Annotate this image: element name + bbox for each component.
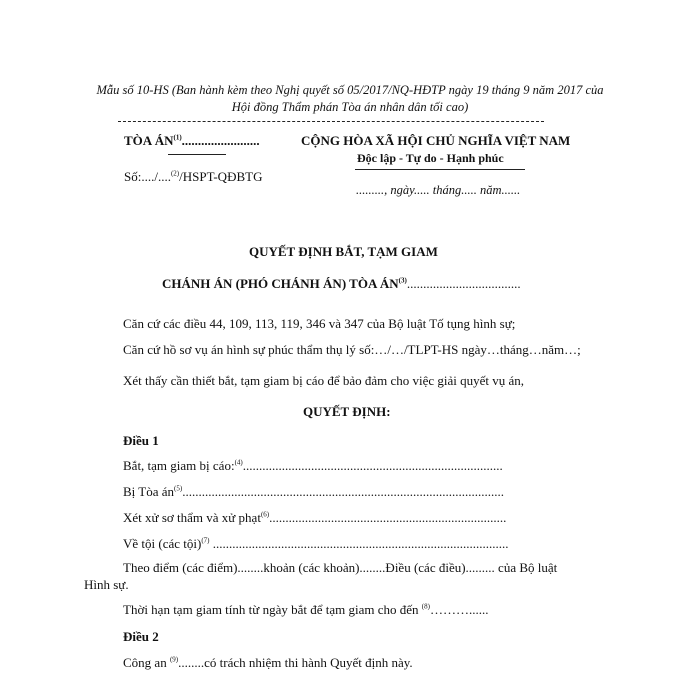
arrest-text: Bắt, tạm giam bị cáo: [123,458,235,473]
legal-basis-2: Căn cứ hồ sơ vụ án hình sự phúc thẩm thụ lý số:…/…/TLPT-HS ngày…tháng…năm…; [123,342,581,357]
term-dots: ………...... [429,602,489,617]
trial-footnote-marker: (6) [260,510,270,519]
country-name: CỘNG HÒA XÃ HỘI CHỦ NGHĨA VIỆT NAM [301,133,571,148]
crime-footnote-marker: (7) [201,536,210,545]
court-header [124,133,260,149]
arrest-dots: ................................................................................ [242,458,503,473]
article-1-heading: Điều 1 [123,433,159,448]
court-label: TÒA ÁN [124,133,174,148]
number-footnote-marker: (2) [170,169,180,178]
law-line-1: Theo điểm (các điểm)........khoản (các khoản)........Điều (các điều)......... của Bộ luật [123,560,558,575]
decision-heading: QUYẾT ĐỊNH: [303,404,391,419]
crime-text: Về tội (các tội) [123,536,202,551]
legal-basis-1: Căn cứ các điều 44, 109, 113, 119, 346 và 347 của Bộ luật Tố tụng hình sự; [123,316,516,331]
court-line-footnote-marker: (5) [174,484,183,493]
dashed-divider [118,121,544,122]
motto-underline [355,169,525,170]
crime-dots: ........................................................................................... [209,536,509,551]
article-2-heading: Điều 2 [123,629,159,644]
consideration: Xét thấy cần thiết bắt, tạm giam bị cáo để bảo đảm cho việc giải quyết vụ án, [123,373,525,388]
national-motto: Độc lập - Tự do - Hạnh phúc [357,151,504,165]
date-line: ........., ngày..... tháng..... năm...... [356,183,521,197]
term-footnote-marker: (8) [421,602,430,611]
document-number [124,169,262,185]
arrest-line [123,458,503,474]
police-line [123,655,413,671]
issuer-footnote-marker: (3) [398,276,407,285]
crime-line [123,536,509,552]
trial-dots: ......................................................................... [269,510,507,525]
issuer-text: CHÁNH ÁN (PHÓ CHÁNH ÁN) TÒA ÁN [162,276,399,291]
police-footnote-marker: (9) [169,655,179,664]
issuer-dots: ................................... [406,276,521,291]
trial-line [123,510,506,526]
police-rest: ........có trách nhiệm thi hành Quyết định này. [178,655,413,670]
police-text: Công an [123,655,167,670]
trial-text: Xét xử sơ thẩm và xử phạt [123,510,261,525]
document-title: QUYẾT ĐỊNH BẮT, TẠM GIAM [249,244,438,259]
law-line-2: Hình sự. [84,577,129,592]
court-footnote-marker: (1) [173,133,182,142]
court-dots: ........................ [181,133,260,148]
detention-term-line [123,602,488,618]
court-line-text: Bị Tòa án [123,484,175,499]
court-underline [168,154,226,155]
number-suffix: /HSPT-QĐBTG [179,169,263,184]
form-note-line1: Mẫu số 10-HS (Ban hành kèm theo Nghị quyết số 05/2017/NQ-HĐTP ngày 19 tháng 9 năm 2017 của [96,83,604,97]
arrest-footnote-marker: (4) [234,458,243,467]
issuer-line [162,276,521,292]
term-text: Thời hạn tạm giam tính từ ngày bắt để tạm giam cho đến [123,602,419,617]
number-prefix: Số:..../.... [124,169,171,184]
court-line [123,484,504,500]
form-note-line2: Hội đồng Thẩm phán Tòa án nhân dân tối cao) [231,100,469,114]
court-line-dots: ................................................................................................... [182,484,504,499]
